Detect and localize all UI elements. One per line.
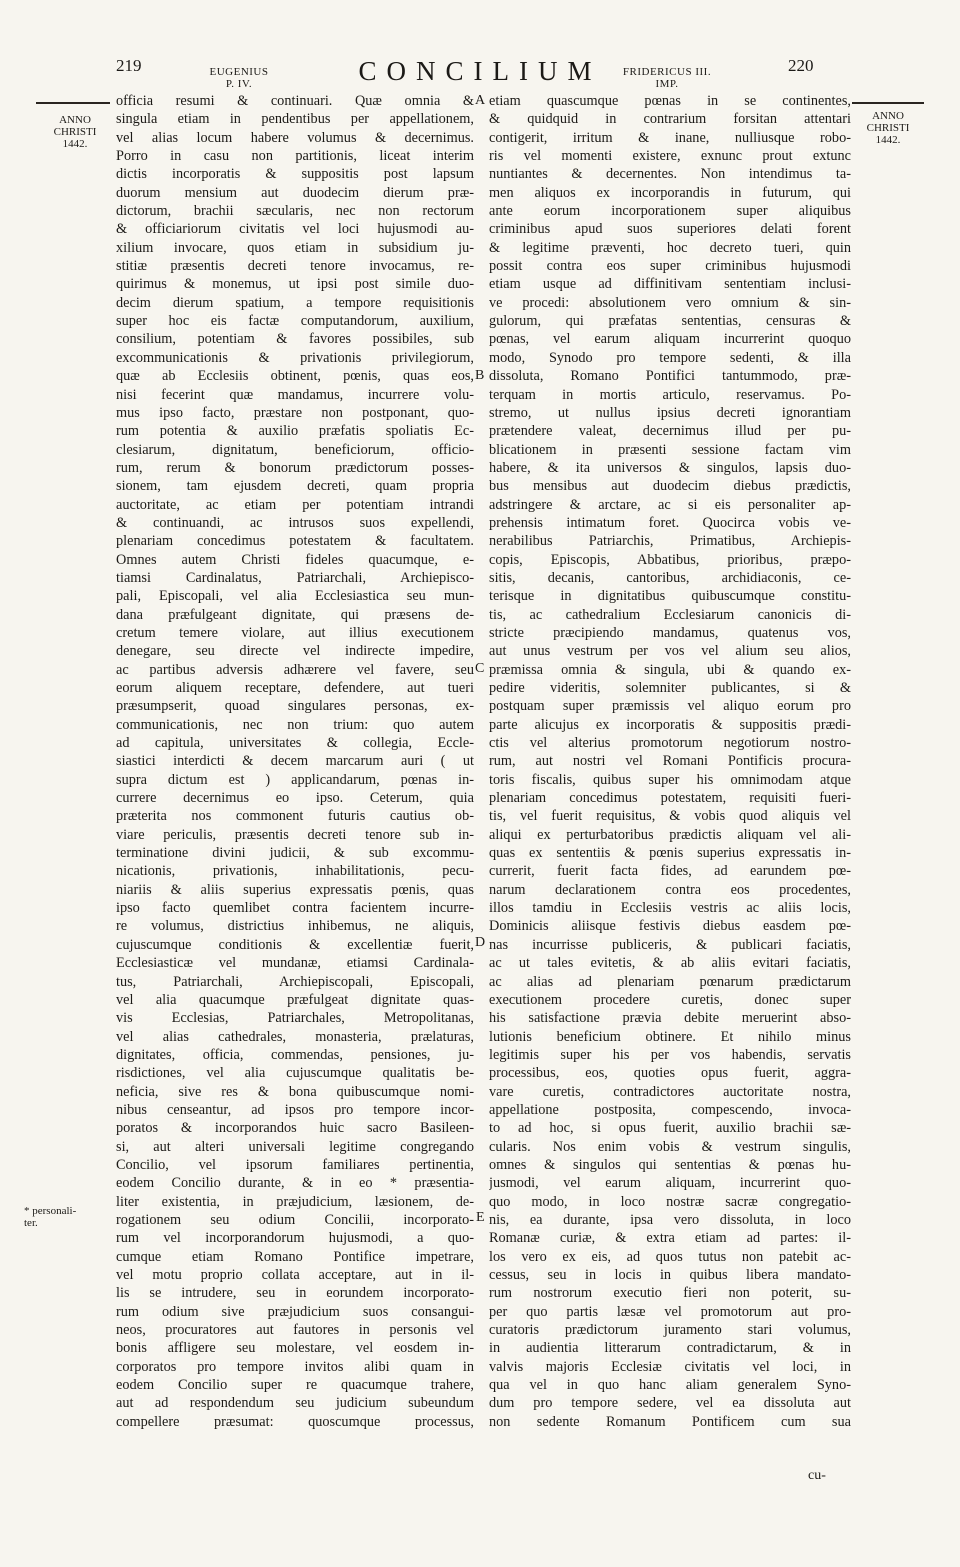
text-line: stremo, ut nullus ipsius decreti ignorantiam	[489, 404, 851, 421]
text-line: liter existentia, in præjudicium, læsionem, de-	[116, 1193, 474, 1210]
text-line: terminatione divini judicii, & sub excommu-	[116, 845, 474, 862]
text-line: lutionis beneficium obtinere. Et nihilo minus	[489, 1028, 851, 1045]
text-line: tis, ac cathedralium Ecclesiarum canonicis di-	[489, 606, 851, 623]
text-line: copis, Episcopis, Abbatibus, prioribus, præpo-	[489, 551, 851, 568]
margin-year-right	[852, 110, 924, 146]
margin-year-left-line1: ANNO	[59, 114, 91, 126]
text-line: & officiariorum civitatis vel loci hujusmodi au-	[116, 221, 474, 238]
text-line: rogationem seu odium Concilii, incorporato-	[116, 1211, 474, 1228]
text-line: poratos & incorporandos huic sacro Basileen-	[116, 1120, 474, 1137]
margin-year-left-line2: CHRISTI	[53, 126, 97, 138]
text-line: viare periculis, præsentis decreti tenore sub in-	[116, 826, 474, 843]
text-line: ac ut tales evitetis, & ab aliis evitari faciatis,	[489, 955, 851, 972]
text-line: xilium invocare, quos etiam in subsidium ju-	[116, 239, 474, 256]
text-line: neos, procuratores aut fautores in personis vel	[116, 1322, 474, 1339]
text-line: tis, vel fuerit requisitus, & vobis quod aliquis vel	[489, 808, 851, 825]
text-line: terquam in mortis articulo, reservamus. Po-	[489, 386, 851, 403]
text-line: vare curetis, contradictores auctoritate nostra,	[489, 1083, 851, 1100]
text-line: singula etiam in pendentibus per appellationem,	[116, 111, 474, 128]
text-line: Concilio, vel ipsorum familiares pertinentia,	[116, 1156, 474, 1173]
text-line: lis se intrudere, seu in eorundem incorporato-	[116, 1285, 474, 1302]
text-line: cujuscumque conditionis & excellentiæ fuerit,	[116, 936, 474, 953]
text-line: officia resumi & continuari. Quæ omnia &	[116, 93, 474, 109]
text-line: etiam quascumque pœnas in se continentes,	[489, 93, 851, 109]
text-line: clesiarum, dignitatum, beneficiorum, officio-	[116, 441, 474, 458]
text-line: denegare, seu directe vel indirecte impedire,	[116, 643, 474, 660]
page-title: CONCILIUM	[358, 56, 602, 86]
text-line: neficia, sive res & bona quibuscumque nomi-	[116, 1083, 474, 1100]
text-line: & quidquid in contrarium forsitan attentari	[489, 111, 851, 128]
text-column-right	[489, 92, 851, 1431]
text-line: appellatione postposita, compescendo, invoca-	[489, 1101, 851, 1118]
text-line: narum declarationem contra eos procedentes,	[489, 881, 851, 898]
text-line: eorum aliquem receptare, defendere, aut tueri	[116, 680, 474, 696]
text-line: rum potentia & auxilio præfatis spoliatis Ec-	[116, 423, 474, 440]
text-line: nibus censeantur, ad ipsos pro tempore incor-	[116, 1101, 474, 1118]
text-line: executionem procedere curetis, donec super	[489, 991, 851, 1008]
text-line: plenariam concedimus potestatem, requisiti fueri-	[489, 790, 851, 807]
running-head-left-line2: P. IV.	[225, 78, 253, 90]
text-line: excommunicationis & privationis privilegiorum,	[116, 349, 474, 366]
text-line: rum odium sive præjudicium suos consangui-	[116, 1303, 474, 1320]
text-line: & continuandi, ac intrusos suos expellendi,	[116, 514, 474, 531]
text-line: los vero ex eis, ad quos tutus non patebit ac-	[489, 1248, 851, 1265]
text-line: ad capitula, universitates & collegia, Eccle-	[116, 735, 474, 752]
text-line: Omnes autem Christi fideles quacumque, e-	[116, 551, 474, 568]
text-line: gulorum, qui præfatas sententias, censuras &	[489, 313, 851, 330]
section-letter-d: D	[475, 935, 486, 950]
text-line: dictis incorporatis & suppositis post lapsum	[116, 166, 474, 183]
margin-year-right-line2: CHRISTI	[866, 122, 910, 134]
margin-year-right-line1: ANNO	[872, 110, 904, 122]
section-letter-e: E	[476, 1210, 485, 1225]
text-line: cumque etiam Romano Pontifice impetrare,	[116, 1248, 474, 1265]
text-line: habere, & ita universos & singulos, lapsis duo-	[489, 459, 851, 476]
text-line: prehensis intimatum foret. Quocirca vobis ve-	[489, 514, 851, 531]
text-line: quo modo, in loco nostræ sacræ congregatio-	[489, 1193, 851, 1210]
text-line: siastici interdicti & decem marcarum auri ( ut	[116, 753, 474, 770]
text-line: rum, rerum & bonorum prædictorum posses-	[116, 459, 474, 476]
text-line: tiamsi Cardinalatus, Patriarchali, Archiepisco-	[116, 569, 474, 586]
running-head-left-line1: EUGENIUS	[209, 66, 269, 78]
text-line: prætendere valeat, decernimus illud per pu-	[489, 423, 851, 440]
text-line: jusmodi, vel earum aliquam, incurrerint quo-	[489, 1175, 851, 1192]
text-line: mus ipso facto, præstare non postponant, quo-	[116, 404, 474, 421]
text-line: aut ad respondendum seu judicium subeundum	[116, 1395, 474, 1412]
text-line: cretum temere violare, aut illius executionem	[116, 624, 474, 641]
text-line: cularis. Nos enim vobis & vestrum singulis,	[489, 1138, 851, 1155]
text-line: dictorum, brachii sæcularis, nec non rectorum	[116, 203, 474, 220]
text-line: supra dictum est ) applicandarum, pœnas in-	[116, 771, 474, 788]
text-line: plenariam concedimus potestatem & facultatem.	[116, 533, 474, 550]
text-line: quæ ab Ecclesiis obtinent, pœnis, quas eos,	[116, 368, 474, 385]
text-line: compellere præsumat: quoscumque processus,	[116, 1413, 474, 1430]
text-line: dignitates, officia, commendas, pensiones, ju-	[116, 1046, 474, 1063]
text-line: cessus, seu in locis in quibus libera mandato-	[489, 1267, 851, 1283]
text-line: præsumpserit, quoad singulares personas, ex-	[116, 698, 474, 715]
text-line: nisi fecerint quæ mandamus, incurrere volu-	[116, 386, 474, 403]
text-line: nis, ea durante, ipsa vero dissoluta, in loco	[489, 1211, 851, 1228]
text-line: stitiæ præsentis decreti tenore invocamus, re-	[116, 258, 474, 275]
text-line: & legitime præventi, hoc decreto tueri, quin	[489, 239, 851, 256]
text-line: super hoc eis factæ computandorum, auxilium,	[116, 313, 474, 330]
text-line: vel alias cathedrales, monasteria, prælaturas,	[116, 1028, 474, 1045]
text-line: vel motu proprio collata acceptare, aut in il-	[116, 1267, 474, 1283]
text-line: nicationis, privationis, inhabilitationis, pecu-	[116, 863, 474, 880]
text-line: tus, Patriarchali, Archiepiscopali, Episcopali,	[116, 973, 474, 990]
text-line: terisque in dignitatibus quibuscumque constitu-	[489, 588, 851, 605]
text-line: quirimus & monemus, ut ipsi post simile duo-	[116, 276, 474, 293]
text-line: vel alias locum habere volumus & decernimus.	[116, 129, 474, 146]
text-line: vis Ecclesias, Patriarchales, Metropolitanas,	[116, 1010, 474, 1027]
text-line: corporatos pro tempore invitos alibi quam in	[116, 1358, 474, 1375]
text-column-left	[116, 92, 474, 1431]
text-line: sitis, decanis, cantoribus, archidiaconis, ce-	[489, 569, 851, 586]
footnote-line2: ter.	[24, 1217, 38, 1229]
text-line: Ecclesiasticæ vel mundanæ, etiamsi Cardinala-	[116, 955, 474, 972]
text-line: to ad hoc, si opus fuerit, auxilio brachii sæ-	[489, 1120, 851, 1137]
text-line: si, aut alteri universali legitime congregando	[116, 1138, 474, 1155]
page-number-left: 219	[116, 56, 142, 75]
text-line: parte alicujus ex incorporatis & suppositis prædi-	[489, 716, 851, 733]
text-line: eodem Concilio super re quacumque trahere,	[116, 1377, 474, 1394]
text-line: aut unus vestrum per vos vel alium seu alios,	[489, 643, 851, 660]
text-line: ctis vel alterius promotorum negotiorum nostro-	[489, 735, 851, 752]
text-line: Romanæ curiæ, & extra etiam ad partes: il-	[489, 1230, 851, 1247]
text-line: possit contra eos super criminibus hujusmodi	[489, 258, 851, 275]
text-line: per quo partis læsæ vel promotorum aut pro-	[489, 1303, 851, 1320]
margin-year-right-line3: 1442.	[875, 134, 901, 146]
text-line: postquam super præmissis vel aliquo eorum pro	[489, 698, 851, 715]
text-line: Dominicis aliisque festivis diebus easdem pœ-	[489, 918, 851, 935]
text-line: sionem, tam ejusdem decreti, quam propria	[116, 478, 474, 495]
text-line: valvis majoris Ecclesiæ civitatis vel loci, in	[489, 1358, 851, 1375]
section-letter-a: A	[475, 93, 486, 108]
header-rule-left	[36, 102, 110, 104]
text-line: dissoluta, Romano Pontifici tantummodo, præ-	[489, 368, 851, 385]
catchword: cu-	[808, 1468, 826, 1483]
text-line: re volumus, districtius inhibemus, ne aliquis,	[116, 918, 474, 935]
section-letter-b: B	[475, 368, 485, 383]
text-line: omnes & singulos qui sententias & pœnas hu-	[489, 1156, 851, 1173]
text-line: bus mensibus aut duodecim diebus prædictis,	[489, 478, 851, 495]
text-line: pœnas, vel earum aliquam incurrerint quoquo	[489, 331, 851, 348]
text-line: in audientia litterarum contradictarum, & in	[489, 1340, 851, 1357]
text-line: duorum mensium aut duodecim dierum præ-	[116, 184, 474, 201]
text-line: men aliquos ex incorporandis in futurum, qui	[489, 184, 851, 201]
text-line: consilium, potentiam & favores possibiles, sub	[116, 331, 474, 348]
footnote-line1: * personali-	[24, 1205, 77, 1217]
text-line: nuntiantes & decernentes. Non intendimus ta-	[489, 166, 851, 183]
running-head-right	[616, 66, 718, 90]
text-line: rum nostrorum executio fieri non poterit, su-	[489, 1285, 851, 1302]
text-line: ve procedi: absolutionem vero omnium & sin-	[489, 294, 851, 311]
text-line: processibus, eos, quoties opus fuerit, aggra-	[489, 1065, 851, 1082]
text-line: rum, aut nostri vel Romani Pontificis procura-	[489, 753, 851, 770]
section-letter-c: C	[475, 661, 485, 676]
margin-year-left-line3: 1442.	[62, 138, 88, 150]
text-line: niariis & aliis superius expressatis pœnis, quas	[116, 881, 474, 898]
text-line: aliqui ex perturbatoribus prædictis aliquam vel ali-	[489, 826, 851, 843]
text-line: toris fiscalis, quibus super his omnimodam atque	[489, 771, 851, 788]
text-line: his satisfactione prævia debite meruerint abso-	[489, 1010, 851, 1027]
text-line: quas ex sententiis & pœnis superius expressatis in-	[489, 845, 851, 862]
text-line: nerabilibus Patriarchis, Primatibus, Archiepis-	[489, 533, 851, 550]
text-line: ac alias ad plenariam pœnarum prædictarum	[489, 973, 851, 990]
text-line: ante eorum incorporationem super aliquibus	[489, 203, 851, 220]
text-line: curatoris prædictorum juramento stari volumus,	[489, 1322, 851, 1339]
text-line: nas incurrisse publiceris, & publicari faciatis,	[489, 936, 851, 953]
text-line: currere decernimus eo ipso. Ceterum, quia	[116, 790, 474, 807]
footnote-margin	[24, 1205, 114, 1229]
text-line: modo, Synodo pro tempore sedenti, & illa	[489, 349, 851, 366]
text-line: qua vel in quo hanc aliam generalem Syno-	[489, 1377, 851, 1394]
text-line: contigerit, irritum & inane, nulliusque robo-	[489, 129, 851, 146]
text-line: vel alia quacumque præfulgeat dignitate quas-	[116, 991, 474, 1008]
text-line: non sedente Romanum Pontificem cum sua	[489, 1413, 851, 1430]
text-line: bonis affligere seu molestare, vel eosdem in-	[116, 1340, 474, 1357]
text-line: præterita nos commonent futuris cautius ob-	[116, 808, 474, 825]
text-line: legitimis super his per vos habendis, servatis	[489, 1046, 851, 1063]
text-line: præmissa omnia & singula, ubi & quando ex-	[489, 661, 851, 678]
text-line: etiam usque ad diffinitivam sententiam inclusi-	[489, 276, 851, 293]
text-line: rum vel incorporandorum hujusmodi, a quo-	[116, 1230, 474, 1247]
text-line: dana præfulgeant dignitate, qui præsens de-	[116, 606, 474, 623]
text-line: ac partibus adversis adhærere vel favere, seu	[116, 661, 474, 678]
text-line: blicationem in præsenti sessione factam vim	[489, 441, 851, 458]
page-number-right: 220	[788, 56, 814, 75]
text-line: currerit, fuerit facta fides, ad earundem pœ-	[489, 863, 851, 880]
text-line: illos tamdiu in Ecclesiis vestris ac aliis locis,	[489, 900, 851, 917]
text-line: criminibus apud suos superiores delati forent	[489, 221, 851, 238]
text-line: communicationis, nec non trium: quo autem	[116, 716, 474, 733]
text-line: pedire videritis, solemniter publicantes, si &	[489, 680, 851, 696]
running-head-right-line2: IMP.	[655, 78, 679, 90]
text-line: adstringere & arctare, ac si eis personaliter ap-	[489, 496, 851, 513]
running-head-right-line1: FRIDERICUS III.	[622, 66, 712, 78]
margin-year-left	[30, 114, 120, 150]
text-line: pali, Episcopali, vel alia Ecclesiastica seu mun-	[116, 588, 474, 605]
text-line: stricte præcipiendo mandamus, quatenus vos,	[489, 624, 851, 641]
text-line: risdictiones, vel alia cujuscumque qualitatis be-	[116, 1065, 474, 1082]
text-line: eodem Concilio durante, & in eo * præsentia-	[116, 1175, 474, 1192]
text-line: dum pro tempore sedere, vel ea dissoluta aut	[489, 1395, 851, 1412]
text-line: Porro in casu non partitionis, liceat interim	[116, 148, 474, 165]
text-line: ipso facto quemlibet contra facientem incurre-	[116, 900, 474, 917]
header-rule-right	[852, 102, 924, 104]
text-line: ris vel momenti existere, exnunc prout extunc	[489, 148, 851, 165]
text-line: auctoritate, ac etiam per potentiam intrandi	[116, 496, 474, 513]
text-line: decim dierum spatium, a tempore requisitionis	[116, 294, 474, 311]
